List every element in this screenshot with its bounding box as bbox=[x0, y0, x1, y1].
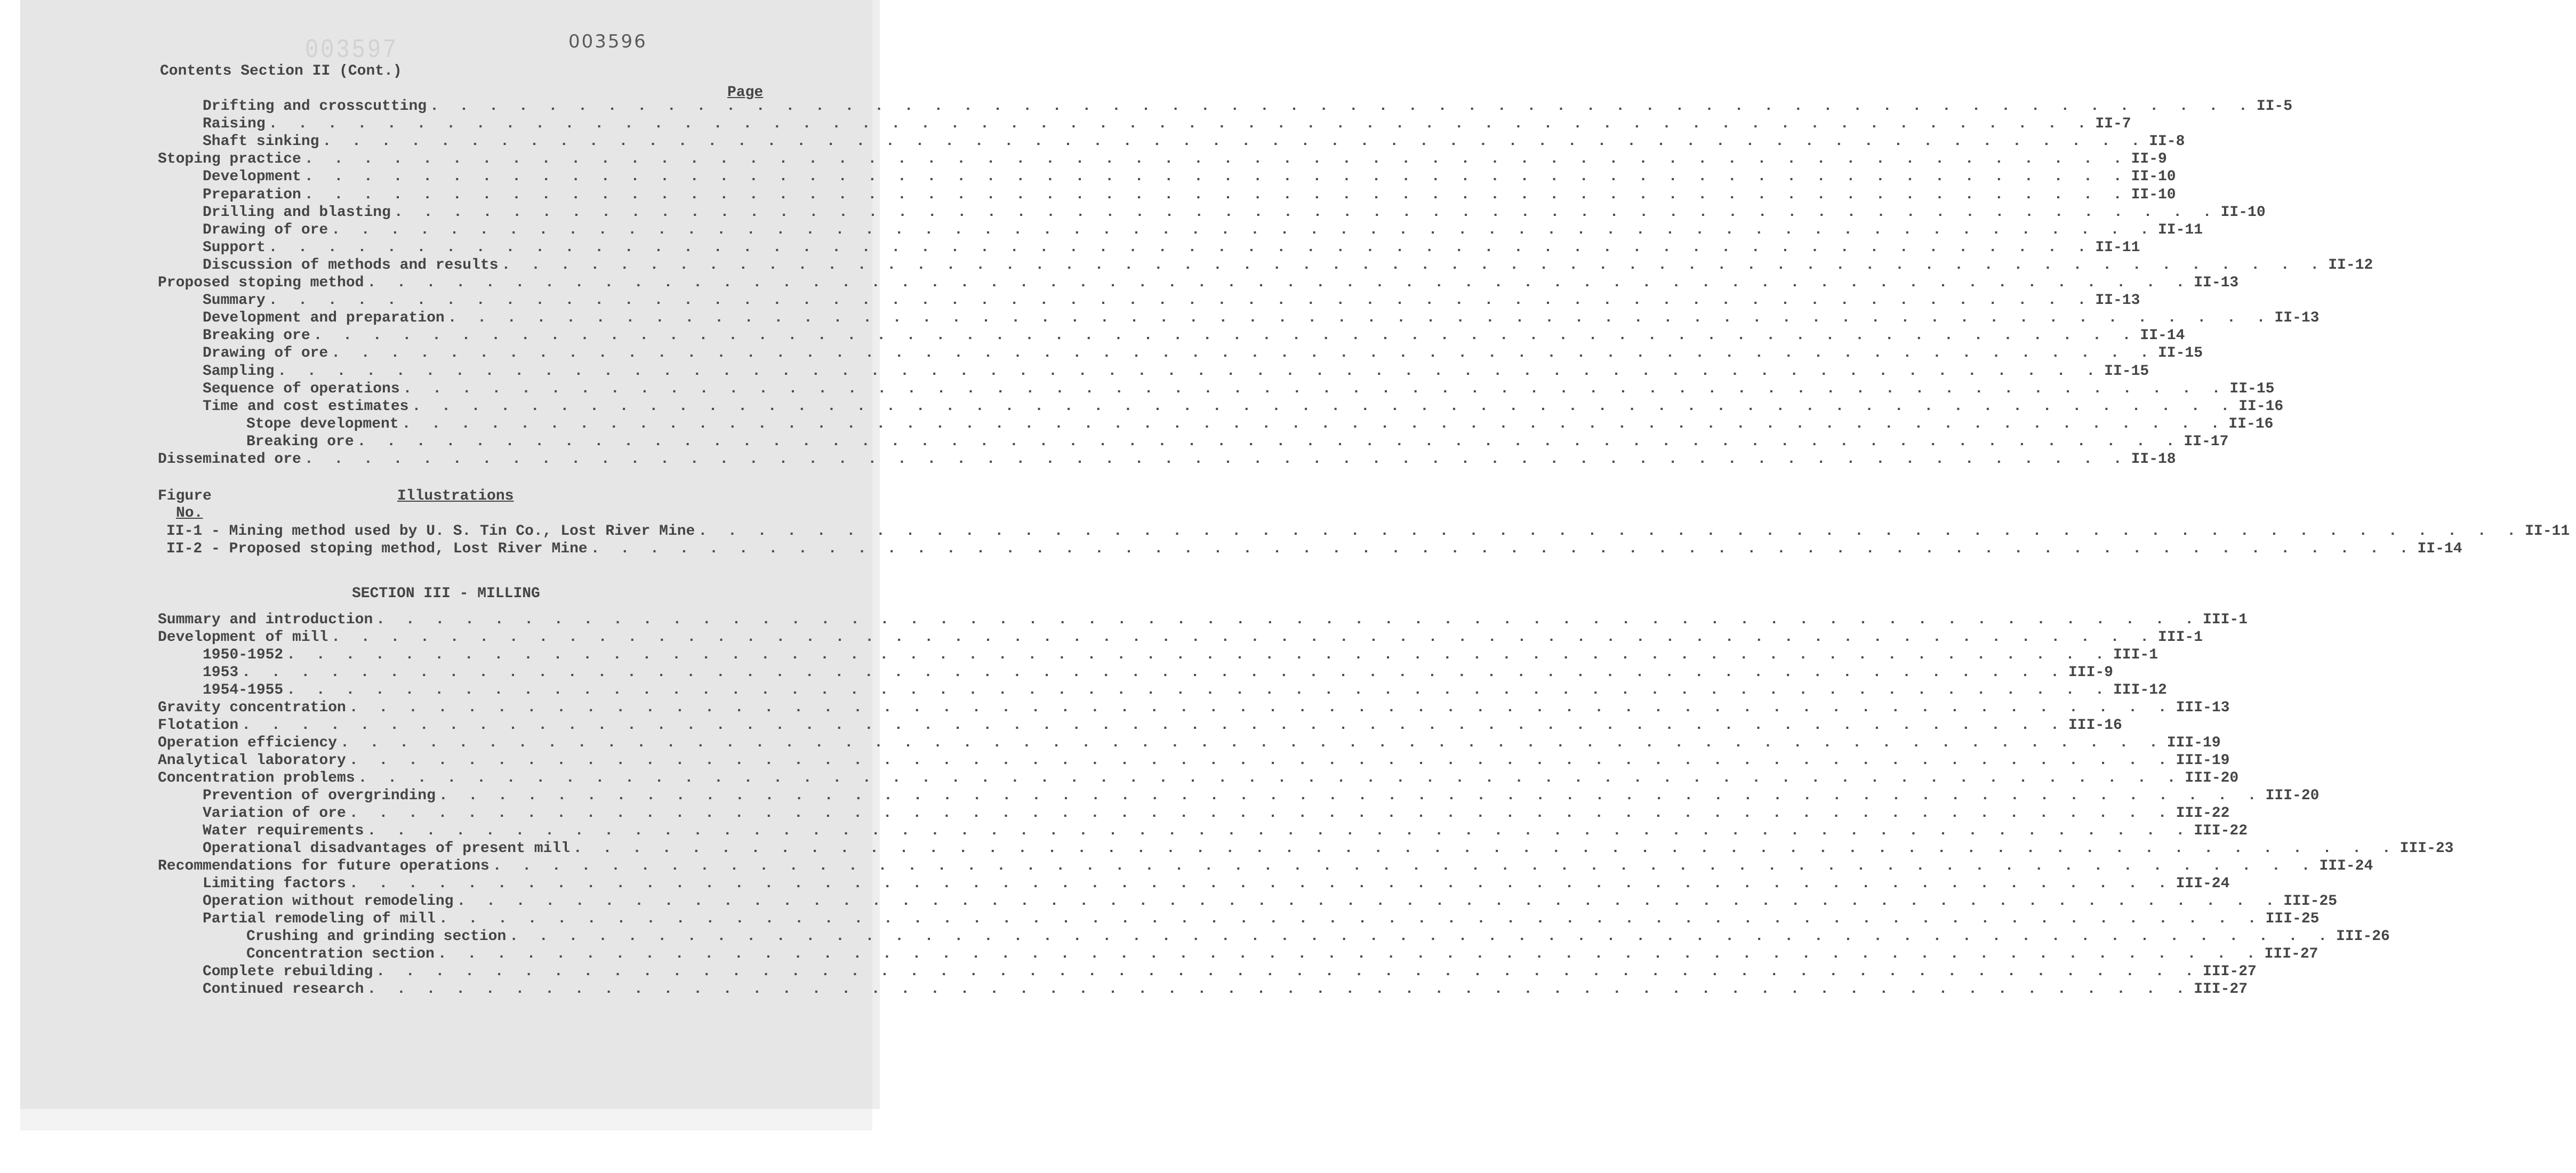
dot-leader: . . . . . . . . . . . . . . . . . . . . . . . . . . . . . . . . . . . . . . . . . . . . . . . . . . . . . . . . . . . . . . bbox=[438, 911, 2262, 927]
dot-leader: . . . . . . . . . . . . . . . . . . . . . . . . . . . . . . . . . . . . . . . . . . . . . . . . . . . . . . . . . . . . . . bbox=[394, 204, 2218, 221]
toc-entry-page: II-7 bbox=[2095, 116, 2131, 133]
toc-entry bbox=[246, 415, 2274, 433]
toc-entry-page: III-27 bbox=[2203, 963, 2257, 980]
stamped-page-number: 003596 bbox=[568, 31, 647, 52]
toc-entry-title: Partial remodeling of mill bbox=[203, 911, 436, 927]
dot-leader: . . . . . . . . . . . . . . . . . . . . . . . . . . . . . . . . . . . . . . . . . . . . . . . . . . . . . . . . . . . . . . bbox=[304, 451, 2128, 468]
toc-entry bbox=[203, 893, 2338, 911]
toc-entry bbox=[203, 292, 2140, 310]
toc-entry bbox=[158, 752, 2230, 770]
toc-entry-title: Variation of ore bbox=[203, 805, 346, 822]
dot-leader: . . . . . . . . . . . . . . . . . . . . . . . . . . . . . . . . . . . . . . . . . . . . . . . . . . . . . . . . . . . . . . bbox=[358, 770, 2182, 786]
toc-entry-title: Water requirements bbox=[203, 823, 364, 839]
toc-entry-title: Summary bbox=[203, 292, 266, 309]
dot-leader: . . . . . . . . . . . . . . . . . . . . . . . . . . . . . . . . . . . . . . . . . . . . . . . . . . . . . . . . . . . . . . bbox=[349, 805, 2173, 822]
toc-entry-page: III-25 bbox=[2283, 893, 2338, 910]
toc-entry bbox=[203, 963, 2257, 981]
toc-entry bbox=[203, 681, 2167, 700]
toc-entry-page: III-22 bbox=[2194, 823, 2248, 839]
dot-leader: . . . . . . . . . . . . . . . . . . . . . . . . . . . . . . . . . . . . . . . . . . . . . . . . . . . . . . . . . . . . . . bbox=[322, 133, 2146, 150]
toc-entry-title: Prevention of overgrinding bbox=[203, 788, 436, 804]
toc-entry bbox=[203, 186, 2176, 204]
toc-entry-title: Discussion of methods and results bbox=[203, 256, 499, 274]
dot-leader: . . . . . . . . . . . . . . . . . . . . . . . . . . . . . . . . . . . . . . . . . . . . . . . . . . . . . . . . . . . . . . bbox=[402, 415, 2226, 432]
dot-leader: . . . . . . . . . . . . . . . . . . . . . . . . . . . . . . . . . . . . . . . . . . . . . . . . . . . . . . . . . . . . . . bbox=[268, 239, 2092, 256]
section3-heading: SECTION III - MILLING bbox=[352, 585, 540, 602]
toc-entry-title: Flotation bbox=[158, 717, 239, 734]
toc-entry-title: Recommendations for future operations bbox=[158, 858, 489, 874]
toc-entry-title: Sampling bbox=[203, 363, 275, 380]
dot-leader: . . . . . . . . . . . . . . . . . . . . . . . . . . . . . . . . . . . . . . . . . . . . . . . . . . . . . . . . . . . . . . bbox=[412, 398, 2236, 415]
toc-entry-page: III-27 bbox=[2194, 981, 2248, 998]
toc-entry-title: Operation efficiency bbox=[158, 735, 338, 751]
figure-number-label: No. bbox=[176, 505, 203, 521]
toc-entry-title: 1950-1952 bbox=[203, 647, 284, 663]
dot-leader: . . . . . . . . . . . . . . . . . . . . . . . . . . . . . . . . . . . . . . . . . . . . . . . . . . . . . . . . . . . . . . bbox=[367, 823, 2191, 839]
toc-entry-page: II-10 bbox=[2131, 168, 2176, 186]
toc-entry-page: II-13 bbox=[2274, 310, 2320, 327]
toc-entry-page: II-17 bbox=[2184, 433, 2229, 450]
toc-entry-page: II-15 bbox=[2158, 345, 2203, 362]
toc-entry-page: II-14 bbox=[2417, 541, 2462, 557]
toc-entry-title: Complete rebuilding bbox=[203, 963, 373, 980]
toc-entry-page: II-11 bbox=[2095, 239, 2140, 256]
toc-entry-page: III-20 bbox=[2185, 770, 2239, 786]
toc-entry-title: Crushing and grinding section bbox=[246, 928, 507, 945]
toc-entry-page: III-1 bbox=[2113, 647, 2158, 663]
dot-leader: . . . . . . . . . . . . . . . . . . . . . . . . . . . . . . . . . . . . . . . . . . . . . . . . . . . . . . . . . . . . . . bbox=[438, 788, 2262, 804]
toc-entry bbox=[203, 910, 2320, 928]
toc-entry-page: III-25 bbox=[2265, 911, 2320, 927]
toc-entry-page: III-23 bbox=[2400, 840, 2454, 857]
toc-entry-page: II-15 bbox=[2104, 363, 2149, 380]
dot-leader: . . . . . . . . . . . . . . . . . . . . . . . . . . . . . . . . . . . . . . . . . . . . . . . . . . . . . . . . . . . . . . bbox=[376, 963, 2200, 980]
toc-entry bbox=[203, 98, 2293, 116]
toc-entry-title: Proposed stoping method bbox=[158, 275, 364, 291]
toc-entry-title: II-1 - Mining method used by U. S. Tin Co., Lost River Mine bbox=[166, 523, 695, 540]
toc-entry-title: Drilling and blasting bbox=[203, 204, 391, 221]
toc-entry-page: II-5 bbox=[2256, 98, 2293, 115]
toc-entry-page: III-19 bbox=[2176, 752, 2230, 769]
toc-entry-page: II-11 bbox=[2525, 523, 2570, 540]
toc-entry-title: Operation without remodeling bbox=[203, 893, 454, 910]
dot-leader: . . . . . . . . . . . . . . . . . . . . . . . . . . . . . . . . . . . . . . . . . . . . . . . . . . . . . . . . . . . . . . bbox=[304, 168, 2128, 186]
toc-entry-page: II-14 bbox=[2140, 327, 2185, 344]
toc-entry bbox=[158, 699, 2230, 717]
toc-entry-title: Drifting and crosscutting bbox=[203, 98, 427, 115]
dot-leader: . . . . . . . . . . . . . . . . . . . . . . . . . . . . . . . . . . . . . . . . . . . . . . . . . . . . . . . . . . . . . . bbox=[367, 275, 2191, 291]
toc-entry-title: Sequence of operations bbox=[203, 380, 400, 397]
toc-entry-page: II-10 bbox=[2220, 204, 2266, 221]
toc-entry-title: Breaking ore bbox=[203, 327, 310, 344]
dot-leader: . . . . . . . . . . . . . . . . . . . . . . . . . . . . . . . . . . . . . . . . . . . . . . . . . . . . . . . . . . . . . . bbox=[573, 840, 2397, 857]
bleed-through-number: 003597 bbox=[305, 35, 399, 66]
toc-entry bbox=[203, 363, 2149, 381]
toc-entry bbox=[158, 769, 2239, 788]
toc-entry bbox=[158, 451, 2176, 469]
toc-entry-title: Disseminated ore bbox=[158, 451, 301, 468]
dot-leader: . . . . . . . . . . . . . . . . . . . . . . . . . . . . . . . . . . . . . . . . . . . . . . . . . . . . . . . . . . . . . . bbox=[349, 875, 2173, 892]
toc-entry bbox=[158, 629, 2203, 647]
dot-leader: . . . . . . . . . . . . . . . . . . . . . . . . . . . . . . . . . . . . . . . . . . . . . . . . . . . . . . . . . . . . . . bbox=[367, 981, 2191, 998]
toc-entry bbox=[203, 256, 2373, 275]
toc-entry-title: Breaking ore bbox=[246, 433, 354, 450]
toc-entry-title: Development of mill bbox=[158, 629, 328, 646]
toc-entry-title: Time and cost estimates bbox=[203, 398, 409, 415]
page-column-label: Page bbox=[727, 84, 764, 101]
toc-entry bbox=[158, 274, 2239, 292]
toc-entry-page: III-1 bbox=[2158, 629, 2203, 646]
toc-entry bbox=[246, 945, 2318, 963]
toc-entry-title: Preparation bbox=[203, 186, 301, 203]
toc-entry-page: III-12 bbox=[2113, 682, 2167, 698]
dot-leader: . . . . . . . . . . . . . . . . . . . . . . . . . . . . . . . . . . . . . . . . . . . . . . . . . . . . . . . . . . . . . . bbox=[340, 735, 2164, 751]
toc-entry-title: Analytical laboratory bbox=[158, 752, 346, 769]
toc-entry-page: II-12 bbox=[2328, 256, 2373, 274]
dot-leader: . . . . . . . . . . . . . . . . . . . . . . . . . . . . . . . . . . . . . . . . . . . . . . . . . . . . . . . . . . . . . . bbox=[268, 292, 2092, 309]
dot-leader: . . . . . . . . . . . . . . . . . . . . . . . . . . . . . . . . . . . . . . . . . . . . . . . . . . . . . . . . . . . . . . bbox=[349, 700, 2173, 716]
toc-entry-title: Stope development bbox=[246, 415, 399, 432]
dot-leader: . . . . . . . . . . . . . . . . . . . . . . . . . . . . . . . . . . . . . . . . . . . . . . . . . . . . . . . . . . . . . . bbox=[590, 541, 2414, 557]
toc-entry bbox=[203, 981, 2248, 999]
toc-entry bbox=[158, 857, 2373, 875]
toc-entry-page: II-10 bbox=[2131, 186, 2176, 203]
toc-entry-title: Gravity concentration bbox=[158, 700, 346, 716]
toc-entry bbox=[203, 398, 2284, 416]
dot-leader: . . . . . . . . . . . . . . . . . . . . . . . . . . . . . . . . . . . . . . . . . . . . . . . . . . . . . . . . . . . . . . bbox=[242, 664, 2065, 681]
contents-header: Contents Section II (Cont.) bbox=[160, 63, 402, 79]
dot-leader: . . . . . . . . . . . . . . . . . . . . . . . . . . . . . . . . . . . . . . . . . . . . . . . . . . . . . . . . . . . . . . bbox=[286, 682, 2110, 698]
toc-entry-title: Summary and introduction bbox=[158, 612, 373, 628]
toc-entry-title: Continued research bbox=[203, 981, 364, 998]
dot-leader: . . . . . . . . . . . . . . . . . . . . . . . . . . . . . . . . . . . . . . . . . . . . . . . . . . . . . . . . . . . . . . bbox=[304, 186, 2128, 203]
dot-leader: . . . . . . . . . . . . . . . . . . . . . . . . . . . . . . . . . . . . . . . . . . . . . . . . . . . . . . . . . . . . . . bbox=[403, 380, 2227, 397]
toc-entry-title: Drawing of ore bbox=[203, 345, 328, 362]
toc-entry bbox=[158, 150, 2167, 168]
toc-entry-title: Stoping practice bbox=[158, 151, 301, 168]
toc-entry bbox=[203, 204, 2266, 222]
toc-entry-title: Limiting factors bbox=[203, 875, 346, 892]
toc-entry-page: III-24 bbox=[2176, 875, 2230, 892]
toc-entry bbox=[203, 805, 2230, 823]
toc-entry-page: III-24 bbox=[2319, 858, 2373, 874]
toc-entry-title: Concentration problems bbox=[158, 770, 355, 786]
toc-entry-title: II-2 - Proposed stoping method, Lost River Mine bbox=[166, 541, 588, 557]
toc-entry bbox=[203, 822, 2248, 840]
dot-leader: . . . . . . . . . . . . . . . . . . . . . . . . . . . . . . . . . . . . . . . . . . . . . . . . . . . . . . . . . . . . . . bbox=[357, 433, 2181, 450]
toc-entry bbox=[203, 133, 2185, 151]
toc-entry bbox=[203, 239, 2140, 257]
dot-leader: . . . . . . . . . . . . . . . . . . . . . . . . . . . . . . . . . . . . . . . . . . . . . . . . . . . . . . . . . . . . . . bbox=[304, 151, 2128, 168]
dot-leader: . . . . . . . . . . . . . . . . . . . . . . . . . . . . . . . . . . . . . . . . . . . . . . . . . . . . . . . . . . . . . . bbox=[509, 928, 2333, 945]
toc-entry-page: III-26 bbox=[2336, 928, 2390, 945]
toc-entry-page: II-13 bbox=[2194, 275, 2239, 291]
toc-entry bbox=[246, 928, 2390, 946]
toc-entry-title: Shaft sinking bbox=[203, 133, 319, 150]
toc-entry bbox=[203, 327, 2185, 345]
toc-entry-page: II-18 bbox=[2131, 451, 2176, 468]
dot-leader: . . . . . . . . . . . . . . . . . . . . . . . . . . . . . . . . . . . . . . . . . . . . . . . . . . . . . . . . . . . . . . bbox=[501, 256, 2325, 274]
toc-entry-page: II-15 bbox=[2229, 380, 2275, 397]
toc-entry-page: III-9 bbox=[2068, 664, 2113, 681]
toc-entry-page: III-1 bbox=[2203, 612, 2248, 628]
toc-entry-page: II-9 bbox=[2131, 151, 2167, 168]
toc-entry bbox=[203, 309, 2320, 327]
toc-entry bbox=[203, 380, 2275, 398]
dot-leader: . . . . . . . . . . . . . . . . . . . . . . . . . . . . . . . . . . . . . . . . . . . . . . . . . . . . . . . . . . . . . . bbox=[331, 629, 2155, 646]
dot-leader: . . . . . . . . . . . . . . . . . . . . . . . . . . . . . . . . . . . . . . . . . . . . . . . . . . . . . . . . . . . . . . bbox=[376, 612, 2200, 628]
dot-leader: . . . . . . . . . . . . . . . . . . . . . . . . . . . . . . . . . . . . . . . . . . . . . . . . . . . . . . . . . . . . . . bbox=[349, 752, 2173, 769]
dot-leader: . . . . . . . . . . . . . . . . . . . . . . . . . . . . . . . . . . . . . . . . . . . . . . . . . . . . . . . . . . . . . . bbox=[430, 98, 2253, 115]
toc-entry-title: Concentration section bbox=[246, 946, 435, 962]
dot-leader: . . . . . . . . . . . . . . . . . . . . . . . . . . . . . . . . . . . . . . . . . . . . . . . . . . . . . . . . . . . . . . bbox=[242, 717, 2065, 734]
toc-entry-page: III-27 bbox=[2264, 946, 2318, 962]
toc-entry-title: Raising bbox=[203, 116, 266, 133]
toc-entry-page: III-13 bbox=[2176, 700, 2230, 716]
toc-entry bbox=[158, 717, 2122, 735]
toc-entry-page: III-20 bbox=[2265, 788, 2320, 804]
toc-entry bbox=[203, 115, 2131, 133]
toc-entry-page: III-19 bbox=[2166, 735, 2221, 751]
dot-leader: . . . . . . . . . . . . . . . . . . . . . . . . . . . . . . . . . . . . . . . . . . . . . . . . . . . . . . . . . . . . . . bbox=[313, 327, 2137, 344]
illustrations-heading: Illustrations bbox=[397, 488, 514, 504]
toc-entry-title: Development bbox=[203, 168, 301, 186]
toc-entry bbox=[246, 433, 2229, 451]
toc-entry-page: III-22 bbox=[2176, 805, 2230, 822]
toc-entry bbox=[203, 221, 2203, 239]
toc-entry bbox=[203, 646, 2158, 664]
toc-entry-title: Support bbox=[203, 239, 266, 256]
toc-entry bbox=[158, 734, 2221, 752]
dot-leader: . . . . . . . . . . . . . . . . . . . . . . . . . . . . . . . . . . . . . . . . . . . . . . . . . . . . . . . . . . . . . . bbox=[331, 221, 2155, 238]
figure-column-label: Figure bbox=[158, 488, 212, 504]
toc-entry bbox=[166, 540, 2462, 558]
toc-entry bbox=[158, 611, 2248, 629]
dot-leader: . . . . . . . . . . . . . . . . . . . . . . . . . . . . . . . . . . . . . . . . . . . . . . . . . . . . . . . . . . . . . . bbox=[447, 310, 2272, 327]
toc-entry bbox=[203, 168, 2176, 186]
dot-leader: . . . . . . . . . . . . . . . . . . . . . . . . . . . . . . . . . . . . . . . . . . . . . . . . . . . . . . . . . . . . . . bbox=[331, 345, 2155, 362]
toc-entry-page: III-16 bbox=[2068, 717, 2122, 734]
toc-entry bbox=[203, 787, 2320, 805]
toc-entry-title: Development and preparation bbox=[203, 310, 445, 327]
toc-entry bbox=[203, 664, 2113, 682]
dot-leader: . . . . . . . . . . . . . . . . . . . . . . . . . . . . . . . . . . . . . . . . . . . . . . . . . . . . . . . . . . . . . . bbox=[456, 893, 2281, 910]
toc-entry bbox=[166, 523, 2570, 541]
toc-entry bbox=[203, 840, 2454, 858]
toc-entry-title: 1953 bbox=[203, 664, 239, 681]
toc-entry-title: 1954-1955 bbox=[203, 682, 284, 698]
dot-leader: . . . . . . . . . . . . . . . . . . . . . . . . . . . . . . . . . . . . . . . . . . . . . . . . . . . . . . . . . . . . . . bbox=[286, 647, 2110, 663]
toc-entry-page: II-16 bbox=[2238, 398, 2284, 415]
toc-entry bbox=[203, 875, 2230, 893]
dot-leader: . . . . . . . . . . . . . . . . . . . . . . . . . . . . . . . . . . . . . . . . . . . . . . . . . . . . . . . . . . . . . . bbox=[268, 116, 2092, 133]
scan-bottom-strip bbox=[20, 1109, 872, 1130]
toc-entry-title: Operational disadvantages of present mill bbox=[203, 840, 570, 857]
dot-leader: . . . . . . . . . . . . . . . . . . . . . . . . . . . . . . . . . . . . . . . . . . . . . . . . . . . . . . . . . . . . . . bbox=[437, 946, 2261, 962]
toc-entry-page: II-8 bbox=[2149, 133, 2185, 150]
toc-entry bbox=[203, 344, 2203, 363]
toc-entry-page: II-11 bbox=[2158, 221, 2203, 238]
dot-leader: . . . . . . . . . . . . . . . . . . . . . . . . . . . . . . . . . . . . . . . . . . . . . . . . . . . . . . . . . . . . . . bbox=[492, 858, 2316, 874]
toc-entry-page: II-13 bbox=[2095, 292, 2140, 309]
dot-leader: . . . . . . . . . . . . . . . . . . . . . . . . . . . . . . . . . . . . . . . . . . . . . . . . . . . . . . . . . . . . . . bbox=[698, 523, 2522, 540]
toc-entry-page: II-16 bbox=[2228, 415, 2274, 432]
dot-leader: . . . . . . . . . . . . . . . . . . . . . . . . . . . . . . . . . . . . . . . . . . . . . . . . . . . . . . . . . . . . . . bbox=[277, 363, 2101, 380]
toc-entry-title: Drawing of ore bbox=[203, 221, 328, 238]
